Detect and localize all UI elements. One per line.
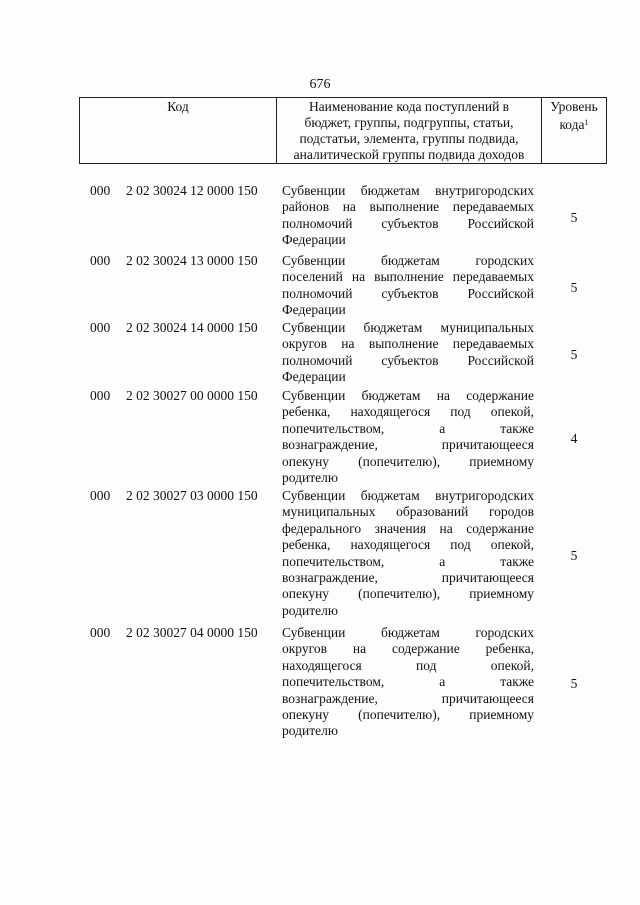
header-code-label: Код (167, 99, 189, 114)
description-line: районов на выполнение передаваемых (282, 199, 534, 215)
description-line: Субвенции бюджетам городских (282, 253, 534, 268)
admin-code: 000 (90, 320, 111, 335)
description-line: Субвенции бюджетам внутригородских (282, 488, 534, 503)
description-line: Субвенции бюджетам на содержание (282, 388, 534, 403)
revenue-code: 2 02 30024 12 0000 150 (126, 183, 258, 198)
description-line: округов на выполнение передаваемых (282, 336, 534, 352)
description-line: родителю (282, 723, 338, 739)
description-line: ребенка, находящегося под опекой, (282, 404, 534, 420)
description-line: родителю (282, 470, 338, 486)
header-level-line: Уровень (550, 99, 598, 114)
code-level: 5 (570, 346, 578, 362)
description-line: Федерации (282, 302, 346, 318)
description-line: Субвенции бюджетам внутригородских (282, 183, 534, 198)
description-line: опекуну (попечителю), приемному (282, 707, 534, 723)
description-line: вознаграждение, причитающееся (282, 437, 534, 453)
code-level: 5 (570, 676, 578, 692)
header-code (80, 98, 277, 164)
description-line: находящегося под опекой, (282, 657, 534, 673)
description-line: ребенка, находящегося под опекой, (282, 537, 534, 553)
footnote-mark: 1 (584, 118, 589, 127)
revenue-description (282, 388, 534, 486)
code-level: 5 (570, 279, 578, 295)
description-line: округов на содержание ребенка, (282, 641, 534, 657)
admin-code: 000 (90, 183, 111, 198)
description-line: опекуну (попечителю), приемному (282, 586, 534, 602)
description-line: вознаграждение, причитающееся (282, 570, 534, 586)
header-level (542, 98, 607, 164)
header-level-line: кода (559, 117, 585, 132)
admin-code: 000 (90, 488, 111, 503)
description-line: Федерации (282, 369, 346, 385)
revenue-code: 2 02 30024 14 0000 150 (126, 320, 258, 335)
description-line: попечительством, а также (282, 553, 534, 569)
description-line: родителю (282, 602, 338, 618)
revenue-code: 2 02 30027 03 0000 150 (126, 488, 258, 503)
header-name (277, 98, 542, 164)
revenue-description (282, 488, 534, 619)
description-line: попечительством, а также (282, 674, 534, 690)
page-number: 676 (309, 77, 331, 92)
revenue-code: 2 02 30024 13 0000 150 (126, 253, 258, 268)
admin-code: 000 (90, 625, 111, 640)
revenue-code: 2 02 30027 04 0000 150 (126, 625, 258, 640)
description-line: попечительством, а также (282, 420, 534, 436)
header-name-line: бюджет, группы, подгруппы, статьи, (304, 115, 514, 130)
code-level: 5 (570, 209, 578, 225)
description-line: вознаграждение, причитающееся (282, 690, 534, 706)
description-line: полномочий субъектов Российской (282, 215, 534, 231)
code-level: 4 (570, 431, 578, 447)
code-level: 5 (570, 547, 578, 563)
description-line: полномочий субъектов Российской (282, 285, 534, 301)
revenue-code: 2 02 30027 00 0000 150 (126, 388, 258, 403)
header-name-line: подстатьи, элемента, группы подвида, (299, 131, 519, 146)
revenue-description (282, 183, 534, 249)
description-line: Субвенции бюджетам городских (282, 625, 534, 640)
revenue-description (282, 253, 534, 319)
header-name-line: аналитической группы подвида доходов (293, 147, 525, 162)
description-line: полномочий субъектов Российской (282, 352, 534, 368)
header-name-line: Наименование кода поступлений в (308, 99, 510, 114)
admin-code: 000 (90, 388, 111, 403)
description-line: федерального значения на содержание (282, 520, 534, 536)
description-line: муниципальных образований городов (282, 504, 534, 520)
table-header (79, 97, 607, 164)
revenue-description (282, 320, 534, 386)
description-line: Субвенции бюджетам муниципальных (282, 320, 534, 335)
description-line: поселений на выполнение передаваемых (282, 269, 534, 285)
description-line: Федерации (282, 232, 346, 248)
admin-code: 000 (90, 253, 111, 268)
description-line: опекуну (попечителю), приемному (282, 453, 534, 469)
revenue-description (282, 625, 534, 740)
